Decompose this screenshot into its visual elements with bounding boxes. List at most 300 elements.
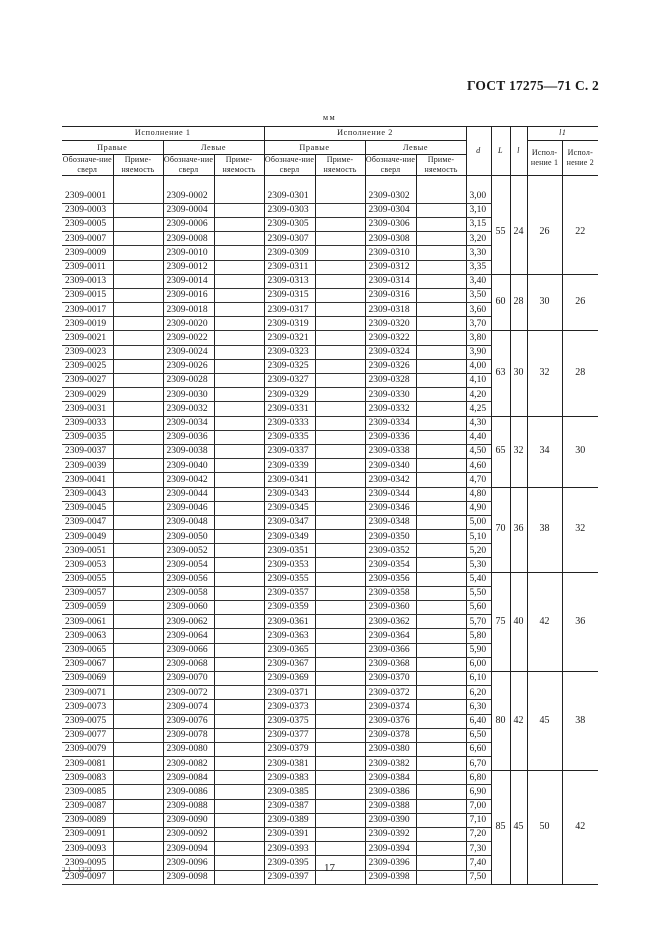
length-L-cell: 70 [491,487,510,572]
diameter-cell: 3,80 [466,331,491,345]
applicability-cell [113,544,163,558]
designation-right-1: 2309-0007 [62,232,113,246]
designation-right-1: 2309-0083 [62,771,113,785]
diameter-cell: 4,20 [466,388,491,402]
designation-right-1: 2309-0015 [62,288,113,302]
designation-right-2: 2309-0339 [264,459,315,473]
applicability-cell [416,686,466,700]
header-applicability: Приме-няемость [416,155,466,176]
designation-left-1: 2309-0074 [163,700,214,714]
applicability-cell [113,501,163,515]
designation-left-1: 2309-0016 [163,288,214,302]
header-l: l [510,127,527,176]
document-code: ГОСТ 17275—71 С. 2 [466,78,599,93]
designation-left-1: 2309-0054 [163,558,214,572]
applicability-cell [416,487,466,501]
designation-right-1: 2309-0043 [62,487,113,501]
designation-right-2: 2309-0313 [264,274,315,288]
applicability-cell [214,771,264,785]
header-designation: Обозначе-ние сверл [62,155,112,175]
diameter-cell: 6,10 [466,671,491,685]
length-l1-variant-1-cell: 32 [527,331,562,416]
applicability-cell [416,217,466,231]
designation-right-1: 2309-0061 [62,615,113,629]
length-L-cell: 60 [491,274,510,331]
designation-right-1: 2309-0051 [62,544,113,558]
designation-right-2: 2309-0315 [264,288,315,302]
applicability-cell [416,785,466,799]
applicability-cell [214,671,264,685]
length-l-cell: 30 [510,331,527,416]
designation-left-2: 2309-0386 [365,785,416,799]
applicability-cell [214,501,264,515]
applicability-cell [214,842,264,856]
designation-left-1: 2309-0050 [163,530,214,544]
designation-left-1: 2309-0026 [163,359,214,373]
header-applicability: Приме-няемость [214,155,264,176]
designation-right-2: 2309-0383 [264,771,315,785]
designation-right-2: 2309-0335 [264,430,315,444]
designation-left-2: 2309-0394 [365,842,416,856]
applicability-cell [315,615,365,629]
designation-right-1: 2309-0097 [62,870,113,884]
diameter-cell: 4,50 [466,444,491,458]
header-right-1: Правые [62,141,163,155]
length-l1-variant-2-cell: 22 [562,190,598,275]
applicability-cell [416,615,466,629]
length-l1-variant-2-cell: 28 [562,331,598,416]
applicability-cell [416,359,466,373]
designation-left-1: 2309-0038 [163,444,214,458]
length-l1-variant-1-cell: 45 [527,671,562,770]
applicability-cell [113,274,163,288]
applicability-cell [315,501,365,515]
designation-left-1: 2309-0062 [163,615,214,629]
applicability-cell [416,374,466,388]
diameter-cell: 7,20 [466,828,491,842]
length-l-cell: 45 [510,771,527,885]
applicability-cell [113,615,163,629]
designation-right-2: 2309-0303 [264,203,315,217]
diameter-cell: 3,70 [466,317,491,331]
designation-left-2: 2309-0384 [365,771,416,785]
applicability-cell [214,217,264,231]
applicability-cell [113,388,163,402]
designation-left-2: 2309-0348 [365,515,416,529]
applicability-cell [416,473,466,487]
designation-left-2: 2309-0328 [365,374,416,388]
applicability-cell [416,317,466,331]
applicability-cell [416,601,466,615]
length-L-cell: 65 [491,416,510,487]
diameter-cell: 4,00 [466,359,491,373]
applicability-cell [113,246,163,260]
spacer-cell [466,176,491,190]
designation-left-1: 2309-0098 [163,870,214,884]
applicability-cell [315,601,365,615]
designation-left-2: 2309-0338 [365,444,416,458]
table-row [62,771,598,785]
applicability-cell [113,402,163,416]
applicability-cell [214,870,264,884]
designation-left-2: 2309-0304 [365,203,416,217]
designation-right-2: 2309-0345 [264,501,315,515]
applicability-cell [113,459,163,473]
designation-right-1: 2309-0023 [62,345,113,359]
designation-right-2: 2309-0373 [264,700,315,714]
designation-right-2: 2309-0327 [264,374,315,388]
designation-left-2: 2309-0306 [365,217,416,231]
diameter-cell: 5,00 [466,515,491,529]
designation-left-2: 2309-0316 [365,288,416,302]
diameter-cell: 5,70 [466,615,491,629]
designation-left-2: 2309-0308 [365,232,416,246]
applicability-cell [113,515,163,529]
diameter-cell: 4,80 [466,487,491,501]
applicability-cell [113,586,163,600]
applicability-cell [315,487,365,501]
table-row [62,487,598,501]
applicability-cell [315,217,365,231]
applicability-cell [214,757,264,771]
designation-left-2: 2309-0378 [365,728,416,742]
designation-right-1: 2309-0055 [62,572,113,586]
designation-right-2: 2309-0381 [264,757,315,771]
length-l1-variant-1-cell: 38 [527,487,562,572]
applicability-cell [315,317,365,331]
applicability-cell [214,629,264,643]
diameter-cell: 4,90 [466,501,491,515]
applicability-cell [416,260,466,274]
applicability-cell [113,842,163,856]
header-L: L [491,127,510,176]
applicability-cell [214,430,264,444]
designation-right-1: 2309-0011 [62,260,113,274]
applicability-cell [416,799,466,813]
diameter-cell: 4,70 [466,473,491,487]
designation-left-2: 2309-0370 [365,671,416,685]
designation-left-1: 2309-0072 [163,686,214,700]
applicability-cell [214,374,264,388]
diameter-cell: 6,80 [466,771,491,785]
header-applicability: Приме-няемость [113,155,163,176]
designation-right-2: 2309-0343 [264,487,315,501]
diameter-cell: 4,30 [466,416,491,430]
designation-right-2: 2309-0389 [264,813,315,827]
applicability-cell [214,331,264,345]
designation-right-1: 2309-0013 [62,274,113,288]
applicability-cell [315,870,365,884]
designation-left-2: 2309-0382 [365,757,416,771]
applicability-cell [214,742,264,756]
diameter-cell: 6,50 [466,728,491,742]
applicability-cell [214,686,264,700]
header-variant-2: Испол-нение 2 [562,141,598,176]
designation-right-1: 2309-0071 [62,686,113,700]
designation-left-1: 2309-0008 [163,232,214,246]
applicability-cell [214,246,264,260]
designation-left-1: 2309-0094 [163,842,214,856]
applicability-cell [113,572,163,586]
designation-right-2: 2309-0329 [264,388,315,402]
designation-left-2: 2309-0302 [365,190,416,204]
length-l1-variant-2-cell: 36 [562,572,598,671]
applicability-cell [214,728,264,742]
applicability-cell [416,444,466,458]
applicability-cell [214,203,264,217]
length-l1-variant-1-cell: 30 [527,274,562,331]
applicability-cell [113,828,163,842]
applicability-cell [416,813,466,827]
applicability-cell [416,388,466,402]
designation-left-1: 2309-0066 [163,643,214,657]
applicability-cell [315,728,365,742]
applicability-cell [315,274,365,288]
applicability-cell [113,303,163,317]
length-l1-variant-1-cell: 26 [527,190,562,275]
applicability-cell [113,757,163,771]
applicability-cell [315,771,365,785]
diameter-cell: 3,30 [466,246,491,260]
designation-right-1: 2309-0017 [62,303,113,317]
length-l1-variant-1-cell: 50 [527,771,562,885]
designation-right-2: 2309-0331 [264,402,315,416]
spacer-cell [365,176,416,190]
diameter-cell: 3,50 [466,288,491,302]
applicability-cell [214,657,264,671]
designation-left-1: 2309-0092 [163,828,214,842]
applicability-cell [416,416,466,430]
applicability-cell [113,671,163,685]
applicability-cell [416,728,466,742]
diameter-cell: 5,80 [466,629,491,643]
applicability-cell [315,303,365,317]
designation-left-1: 2309-0068 [163,657,214,671]
designation-left-1: 2309-0012 [163,260,214,274]
applicability-cell [214,544,264,558]
applicability-cell [315,288,365,302]
designation-right-1: 2309-0069 [62,671,113,685]
diameter-cell: 7,00 [466,799,491,813]
designation-right-2: 2309-0319 [264,317,315,331]
designation-right-1: 2309-0029 [62,388,113,402]
applicability-cell [416,629,466,643]
diameter-cell: 3,40 [466,274,491,288]
table-row [62,274,598,288]
applicability-cell [113,416,163,430]
applicability-cell [416,345,466,359]
designation-left-1: 2309-0028 [163,374,214,388]
applicability-cell [214,799,264,813]
table-row [62,671,598,685]
table-row [62,416,598,430]
designation-right-2: 2309-0385 [264,785,315,799]
applicability-cell [315,657,365,671]
diameter-cell: 6,90 [466,785,491,799]
designation-right-2: 2309-0347 [264,515,315,529]
designation-right-1: 2309-0001 [62,190,113,204]
designation-right-2: 2309-0377 [264,728,315,742]
designation-right-2: 2309-0317 [264,303,315,317]
applicability-cell [113,345,163,359]
length-l1-variant-2-cell: 32 [562,487,598,572]
designation-right-2: 2309-0305 [264,217,315,231]
designation-right-2: 2309-0365 [264,643,315,657]
designation-right-1: 2309-0089 [62,813,113,827]
designation-right-2: 2309-0375 [264,714,315,728]
applicability-cell [113,317,163,331]
spacer-cell [264,176,315,190]
diameter-cell: 6,20 [466,686,491,700]
header-applicability: Приме-няемость [315,155,365,176]
designation-right-1: 2309-0041 [62,473,113,487]
designation-right-2: 2309-0391 [264,828,315,842]
applicability-cell [113,629,163,643]
designation-right-1: 2309-0019 [62,317,113,331]
designation-right-1: 2309-0045 [62,501,113,515]
applicability-cell [315,643,365,657]
designation-left-1: 2309-0024 [163,345,214,359]
designation-right-2: 2309-0309 [264,246,315,260]
designation-left-2: 2309-0350 [365,530,416,544]
length-l1-variant-2-cell: 26 [562,274,598,331]
applicability-cell [214,530,264,544]
applicability-cell [315,388,365,402]
applicability-cell [113,430,163,444]
designation-left-1: 2309-0036 [163,430,214,444]
designation-left-2: 2309-0396 [365,856,416,870]
diameter-cell: 3,10 [466,203,491,217]
length-L-cell: 55 [491,190,510,275]
header-right-2: Правые [264,141,365,155]
applicability-cell [416,501,466,515]
spacer-cell [315,176,365,190]
designation-right-2: 2309-0355 [264,572,315,586]
header-designation: Обозначе-ние сверл [365,155,416,175]
length-l1-variant-1-cell: 42 [527,572,562,671]
designation-right-2: 2309-0325 [264,359,315,373]
designation-right-2: 2309-0387 [264,799,315,813]
length-l-cell: 40 [510,572,527,671]
applicability-cell [214,416,264,430]
applicability-cell [214,558,264,572]
designation-right-2: 2309-0321 [264,331,315,345]
applicability-cell [214,303,264,317]
applicability-cell [214,586,264,600]
designation-right-1: 2309-0027 [62,374,113,388]
designation-left-2: 2309-0340 [365,459,416,473]
designation-left-2: 2309-0362 [365,615,416,629]
designation-left-2: 2309-0312 [365,260,416,274]
designation-right-2: 2309-0363 [264,629,315,643]
applicability-cell [416,274,466,288]
applicability-cell [113,870,163,884]
applicability-cell [416,700,466,714]
designation-right-1: 2309-0065 [62,643,113,657]
applicability-cell [214,444,264,458]
designation-left-2: 2309-0346 [365,501,416,515]
designation-right-2: 2309-0393 [264,842,315,856]
diameter-cell: 5,90 [466,643,491,657]
designation-right-1: 2309-0053 [62,558,113,572]
designation-right-1: 2309-0025 [62,359,113,373]
applicability-cell [214,828,264,842]
designation-left-2: 2309-0336 [365,430,416,444]
designation-right-1: 2309-0075 [62,714,113,728]
designation-left-2: 2309-0322 [365,331,416,345]
designation-left-2: 2309-0390 [365,813,416,827]
designation-left-2: 2309-0356 [365,572,416,586]
designation-left-2: 2309-0398 [365,870,416,884]
designation-left-1: 2309-0022 [163,331,214,345]
applicability-cell [214,615,264,629]
designation-right-1: 2309-0057 [62,586,113,600]
applicability-cell [113,558,163,572]
applicability-cell [113,856,163,870]
applicability-cell [416,530,466,544]
designation-left-2: 2309-0352 [365,544,416,558]
diameter-cell: 7,50 [466,870,491,884]
designation-right-2: 2309-0351 [264,544,315,558]
designation-left-2: 2309-0376 [365,714,416,728]
applicability-cell [315,700,365,714]
designation-left-2: 2309-0368 [365,657,416,671]
designation-right-1: 2309-0035 [62,430,113,444]
designation-left-1: 2309-0010 [163,246,214,260]
designation-left-1: 2309-0078 [163,728,214,742]
designation-left-2: 2309-0324 [365,345,416,359]
applicability-cell [113,686,163,700]
applicability-cell [214,288,264,302]
applicability-cell [315,473,365,487]
designation-left-2: 2309-0330 [365,388,416,402]
applicability-cell [315,515,365,529]
applicability-cell [416,771,466,785]
applicability-cell [113,374,163,388]
designation-left-1: 2309-0060 [163,601,214,615]
applicability-cell [315,190,365,204]
spacer-cell [416,176,466,190]
designation-left-1: 2309-0096 [163,856,214,870]
designation-right-1: 2309-0059 [62,601,113,615]
length-l1-variant-1-cell: 34 [527,416,562,487]
spacer-cell [527,176,562,190]
applicability-cell [113,657,163,671]
designation-left-1: 2309-0082 [163,757,214,771]
applicability-cell [315,530,365,544]
applicability-cell [214,487,264,501]
diameter-cell: 3,90 [466,345,491,359]
designation-right-1: 2309-0009 [62,246,113,260]
header-l1: l1 [527,127,598,141]
designation-left-1: 2309-0048 [163,515,214,529]
spacer-row [62,176,598,190]
applicability-cell [416,515,466,529]
designation-left-1: 2309-0056 [163,572,214,586]
applicability-cell [416,643,466,657]
designation-right-2: 2309-0301 [264,190,315,204]
designation-right-2: 2309-0395 [264,856,315,870]
applicability-cell [315,430,365,444]
diameter-cell: 3,00 [466,190,491,204]
applicability-cell [315,345,365,359]
diameter-cell: 4,25 [466,402,491,416]
applicability-cell [416,586,466,600]
applicability-cell [214,572,264,586]
applicability-cell [113,601,163,615]
applicability-cell [416,572,466,586]
applicability-cell [416,742,466,756]
